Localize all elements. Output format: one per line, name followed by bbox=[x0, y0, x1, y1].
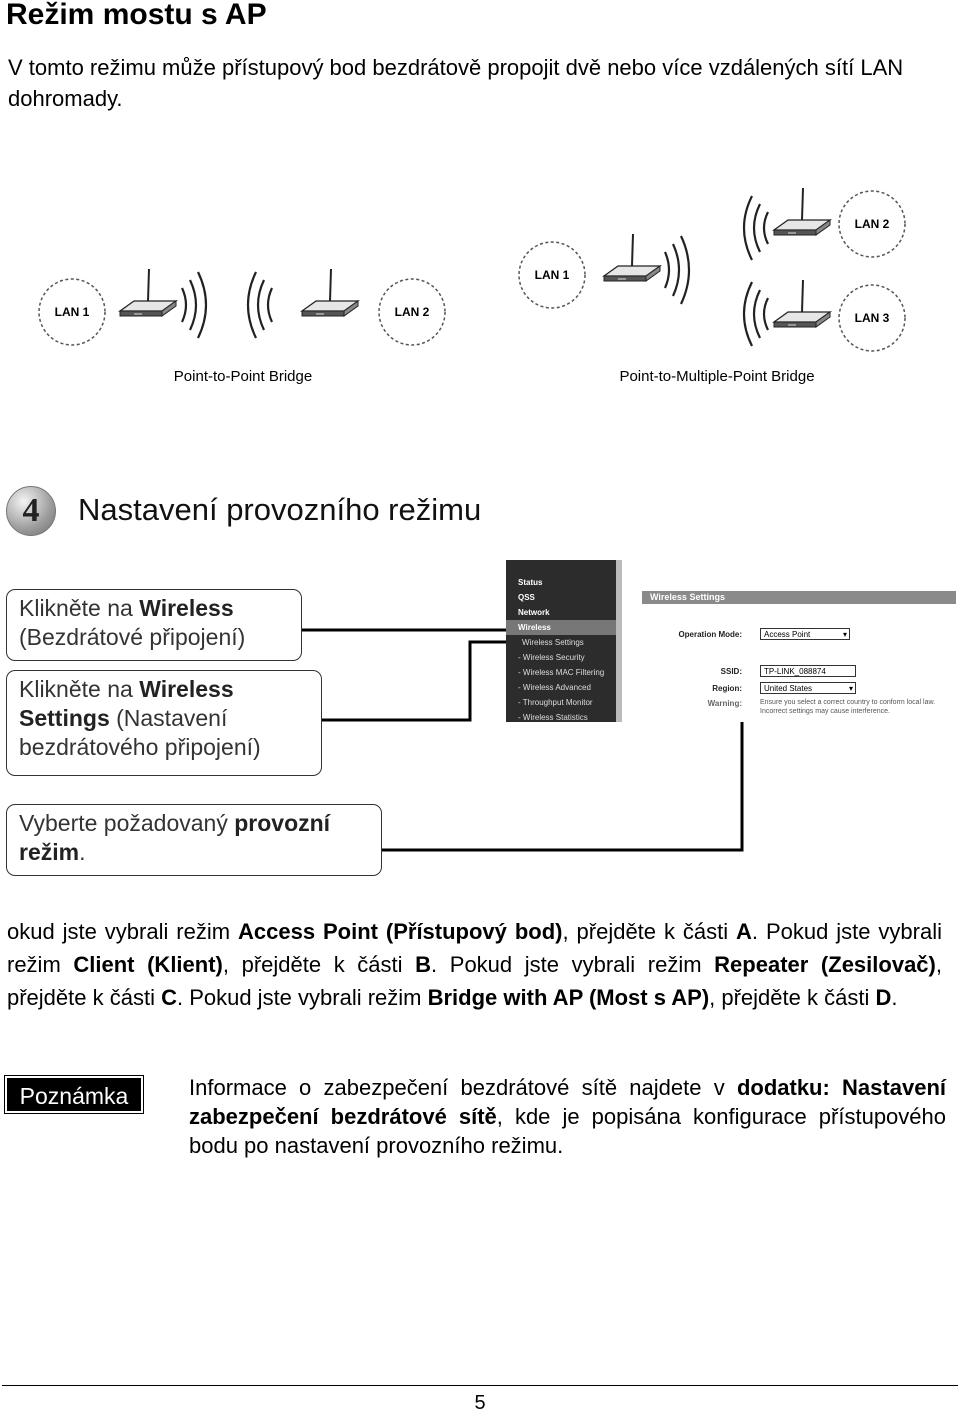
lan-label: LAN 2 bbox=[854, 217, 890, 231]
callout-bold: Wireless bbox=[139, 676, 234, 702]
warning-label: Warning: bbox=[707, 699, 742, 708]
panel-title: Wireless Settings bbox=[642, 591, 956, 604]
page-title: Režim mostu s AP bbox=[6, 0, 267, 31]
callout-text: . bbox=[79, 839, 86, 865]
callout-text: Klikněte na bbox=[19, 595, 140, 621]
region-select[interactable] bbox=[760, 682, 856, 694]
router-icon bbox=[302, 269, 358, 316]
note-text: Informace o zabezpečení bezdrátové sítě najdete v dodatku: Nastavení zabezpečení bezdrátové sítě, kde je popisána konfigurace přístupového bodu po nastavení provozního režimu. bbox=[189, 1075, 946, 1158]
operation-mode-select[interactable] bbox=[760, 628, 850, 640]
callout-text: Vyberte požadovaný bbox=[19, 810, 235, 836]
region-value: United States bbox=[764, 684, 813, 693]
menu-wireless[interactable]: Wireless bbox=[506, 620, 616, 635]
chevron-down-icon: ▾ bbox=[842, 630, 847, 639]
ptp-lan1 bbox=[39, 279, 105, 345]
chevron-down-icon: ▾ bbox=[848, 684, 853, 693]
menu-wireless-settings[interactable]: Wireless Settings bbox=[522, 638, 584, 647]
lan-label: LAN 2 bbox=[394, 305, 430, 319]
ssid-label: SSID: bbox=[720, 667, 742, 676]
warning-line: Ensure you select a correct country to conform local law. bbox=[760, 699, 936, 706]
router-icon bbox=[774, 188, 830, 235]
callout-bold: Settings bbox=[19, 705, 110, 731]
menu-wireless-mac-filtering[interactable]: - Wireless MAC Filtering bbox=[518, 668, 605, 677]
admin-sidebar bbox=[506, 560, 616, 722]
callout-text: Klikněte na bbox=[19, 676, 140, 702]
ptmp-lan1 bbox=[519, 242, 585, 308]
operation-mode-value: Access Point bbox=[764, 630, 811, 639]
router-icon bbox=[774, 280, 830, 327]
mode-instructions: okud jste vybrali režim Access Point (Přístupový bod), přejděte k části A. Pokud jste vybrali režim Client (Klient), přejděte k části B. Pokud jste vybrali režim Repeater (Zesilovač), přejděte k části C. Pokud jste vybrali režim Bridge with AP (Most s AP), přejděte k části D. bbox=[7, 919, 942, 1010]
router-icon bbox=[120, 269, 176, 316]
wireless-waves-icon bbox=[182, 272, 272, 338]
warning-text bbox=[760, 698, 956, 716]
menu-throughput-monitor[interactable]: - Throughput Monitor bbox=[518, 698, 593, 707]
warning-line: Incorrect settings may cause interference. bbox=[760, 708, 890, 715]
router-admin-screenshot bbox=[506, 560, 956, 722]
menu-wireless-security[interactable]: - Wireless Security bbox=[518, 653, 585, 662]
menu-network[interactable]: Network bbox=[518, 608, 550, 617]
bridge-diagram bbox=[0, 170, 960, 400]
callout-bold: režim bbox=[19, 839, 80, 865]
step-number-badge: 4 bbox=[6, 486, 56, 536]
ptmp-caption: Point-to-Multiple-Point Bridge bbox=[619, 368, 815, 385]
step-title: Nastavení provozního režimu bbox=[78, 492, 482, 527]
page-number: 5 bbox=[474, 1392, 486, 1414]
menu-qss[interactable]: QSS bbox=[518, 593, 535, 602]
menu-wireless-statistics[interactable]: - Wireless Statistics bbox=[518, 713, 588, 722]
ptp-caption: Point-to-Point Bridge bbox=[173, 368, 313, 385]
menu-status[interactable]: Status bbox=[518, 578, 543, 587]
callout-text: bezdrátového připojení) bbox=[19, 734, 261, 760]
ptmp-lan2 bbox=[839, 191, 905, 257]
ssid-input[interactable]: TP-LINK_088874 bbox=[760, 665, 856, 677]
callout-text: (Nastavení bbox=[109, 705, 228, 731]
sidebar-divider bbox=[616, 560, 622, 722]
wireless-waves-icon bbox=[665, 196, 768, 346]
callout-text: (Bezdrátové připojení) bbox=[19, 624, 246, 650]
lan-label: LAN 1 bbox=[54, 305, 90, 319]
region-label: Region: bbox=[712, 684, 742, 693]
footer-rule bbox=[2, 1385, 958, 1386]
note-label: Poznámka bbox=[5, 1076, 143, 1113]
ptmp-lan3 bbox=[839, 285, 905, 351]
ptp-lan2 bbox=[379, 279, 445, 345]
router-icon bbox=[604, 234, 660, 281]
lan-label: LAN 3 bbox=[854, 311, 890, 325]
lan-label: LAN 1 bbox=[534, 268, 570, 282]
callout-bold: provozní bbox=[234, 810, 331, 836]
operation-mode-label: Operation Mode: bbox=[678, 630, 742, 639]
intro-paragraph: V tomto režimu může přístupový bod bezdrátově propojit dvě nebo více vzdálených sítí LAN dohromady. bbox=[8, 55, 904, 111]
callout-bold: Wireless bbox=[139, 595, 234, 621]
menu-wireless-advanced[interactable]: - Wireless Advanced bbox=[518, 683, 591, 692]
